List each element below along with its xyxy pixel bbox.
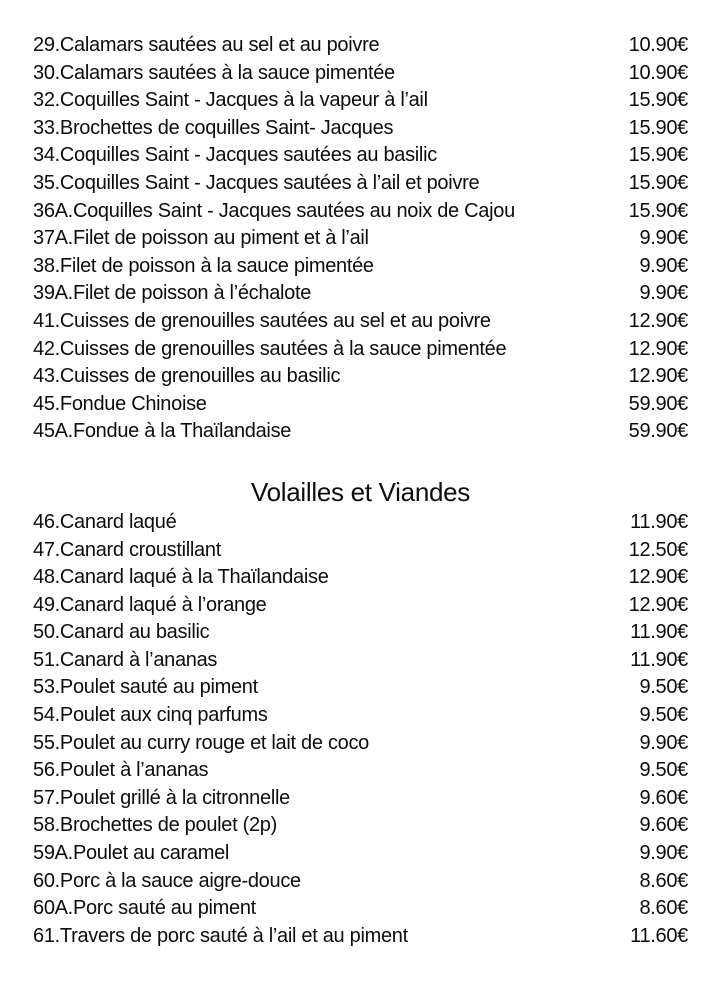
menu-item-price: 9.50€ [639, 676, 688, 699]
menu-item-row [33, 757, 688, 785]
menu-item-name: 58.Brochettes de poulet (2p) [33, 814, 277, 837]
menu-item-price: 8.60€ [639, 869, 688, 892]
menu-item-name: 41.Cuisses de grenouilles sautées au sel et au poivre [33, 309, 491, 332]
menu-item-price: 11.60€ [630, 924, 688, 947]
menu-item-row [33, 115, 688, 143]
menu-item-name: 56.Poulet à l’ananas [33, 759, 209, 782]
menu-item-row [33, 170, 688, 198]
menu-item-row [33, 619, 688, 647]
menu-item-name: 38.Filet de poisson à la sauce pimentée [33, 254, 374, 277]
menu-item-price: 12.90€ [628, 337, 688, 360]
menu-item-name: 29.Calamars sautées au sel et au poivre [33, 34, 380, 56]
menu-item-row [33, 647, 688, 675]
menu-item-price: 15.90€ [628, 171, 688, 194]
menu-item-row [33, 537, 688, 565]
menu-item-price: 59.90€ [628, 392, 688, 415]
menu-item-row [33, 391, 688, 419]
menu-item-row [33, 702, 688, 730]
menu-item-row [33, 32, 688, 60]
menu-item-price: 15.90€ [628, 116, 688, 139]
menu-item-price: 11.90€ [630, 621, 688, 644]
menu-section-seafood-rows [33, 32, 688, 446]
menu-item-price: 9.90€ [639, 731, 688, 754]
menu-item-row [33, 198, 688, 226]
menu-item-row [33, 363, 688, 391]
menu-item-price: 12.90€ [628, 566, 688, 589]
menu-item-name: 53.Poulet sauté au piment [33, 676, 258, 699]
menu-item-row [33, 87, 688, 115]
menu-section-volailles-viandes-rows [33, 509, 688, 951]
menu-item-name: 37A.Filet de poisson au piment et à l’ail [33, 227, 369, 250]
menu-item-row [33, 923, 688, 951]
menu-item-name: 49.Canard laqué à l’orange [33, 593, 267, 616]
menu-item-name: 51.Canard à l’ananas [33, 648, 218, 671]
menu-item-name: 43.Cuisses de grenouilles au basilic [33, 365, 341, 388]
menu-item-price: 11.90€ [630, 648, 688, 671]
menu-item-name: 34.Coquilles Saint - Jacques sautées au basilic [33, 144, 437, 167]
menu-item-name: 57.Poulet grillé à la citronnelle [33, 786, 290, 809]
menu-item-name: 39A.Filet de poisson à l’échalote [33, 282, 312, 305]
menu-item-row [33, 142, 688, 170]
menu-item-price: 11.90€ [630, 510, 688, 533]
menu-item-price: 9.60€ [639, 814, 688, 837]
menu-item-price: 9.90€ [639, 227, 688, 250]
menu-item-row [33, 418, 688, 446]
menu-item-price: 59.90€ [628, 420, 688, 443]
menu-item-price: 9.90€ [639, 254, 688, 277]
menu-item-name: 36A.Coquilles Saint - Jacques sautées au noix de Cajou [33, 199, 515, 222]
menu-item-price: 8.60€ [639, 897, 688, 920]
menu-item-price: 12.50€ [628, 538, 688, 561]
menu-item-price: 10.90€ [628, 61, 688, 84]
menu-item-row [33, 868, 688, 896]
menu-item-name: 50.Canard au basilic [33, 621, 210, 644]
menu-item-price: 12.90€ [628, 309, 688, 332]
menu-item-name: 59A.Poulet au caramel [33, 842, 230, 865]
menu-item-price: 10.90€ [628, 34, 688, 56]
menu-item-price: 12.90€ [628, 593, 688, 616]
menu-item-row [33, 895, 688, 923]
menu-item-name: 30.Calamars sautées à la sauce pimentée [33, 61, 395, 84]
menu-item-price: 9.50€ [639, 704, 688, 727]
menu-item-row [33, 509, 688, 537]
menu-item-price: 15.90€ [628, 89, 688, 112]
menu-item-price: 9.90€ [639, 282, 688, 305]
menu-section-volailles-viandes [33, 475, 688, 951]
menu-item-row [33, 308, 688, 336]
menu-item-row [33, 840, 688, 868]
menu-item-row [33, 225, 688, 253]
menu-item-row [33, 674, 688, 702]
menu-item-name: 45A.Fondue à la Thaïlandaise [33, 420, 292, 443]
menu-item-name: 55.Poulet au curry rouge et lait de coco [33, 731, 369, 754]
menu-item-price: 9.60€ [639, 786, 688, 809]
menu-item-name: 48.Canard laqué à la Thaïlandaise [33, 566, 329, 589]
menu-item-name: 60A.Porc sauté au piment [33, 897, 256, 920]
menu-item-name: 45.Fondue Chinoise [33, 392, 207, 415]
menu-item-price: 9.90€ [639, 842, 688, 865]
menu-section-seafood [33, 32, 688, 446]
menu-item-name: 47.Canard croustillant [33, 538, 221, 561]
menu-item-name: 42.Cuisses de grenouilles sautées à la sauce pimentée [33, 337, 507, 360]
menu-item-row [33, 60, 688, 88]
section-header-volailles-viandes: Volailles et Viandes [250, 476, 470, 507]
menu-item-name: 35.Coquilles Saint - Jacques sautées à l’ail et poivre [33, 171, 480, 194]
menu-item-row [33, 730, 688, 758]
menu-item-row [33, 280, 688, 308]
menu-item-price: 12.90€ [628, 365, 688, 388]
menu-item-name: 61.Travers de porc sauté à l’ail et au piment [33, 924, 408, 947]
menu-item-row [33, 564, 688, 592]
menu-item-row [33, 592, 688, 620]
menu-item-row [33, 336, 688, 364]
menu-item-price: 15.90€ [628, 144, 688, 167]
menu-item-name: 60.Porc à la sauce aigre-douce [33, 869, 301, 892]
menu-item-name: 33.Brochettes de coquilles Saint- Jacques [33, 116, 394, 139]
menu-item-row [33, 253, 688, 281]
menu-item-name: 54.Poulet aux cinq parfums [33, 704, 268, 727]
menu-item-price: 15.90€ [628, 199, 688, 222]
menu-item-name: 46.Canard laqué [33, 510, 177, 533]
menu-item-row [33, 785, 688, 813]
menu-item-name: 32.Coquilles Saint - Jacques à la vapeur à l’ail [33, 89, 428, 112]
menu-item-price: 9.50€ [639, 759, 688, 782]
menu-item-row [33, 812, 688, 840]
